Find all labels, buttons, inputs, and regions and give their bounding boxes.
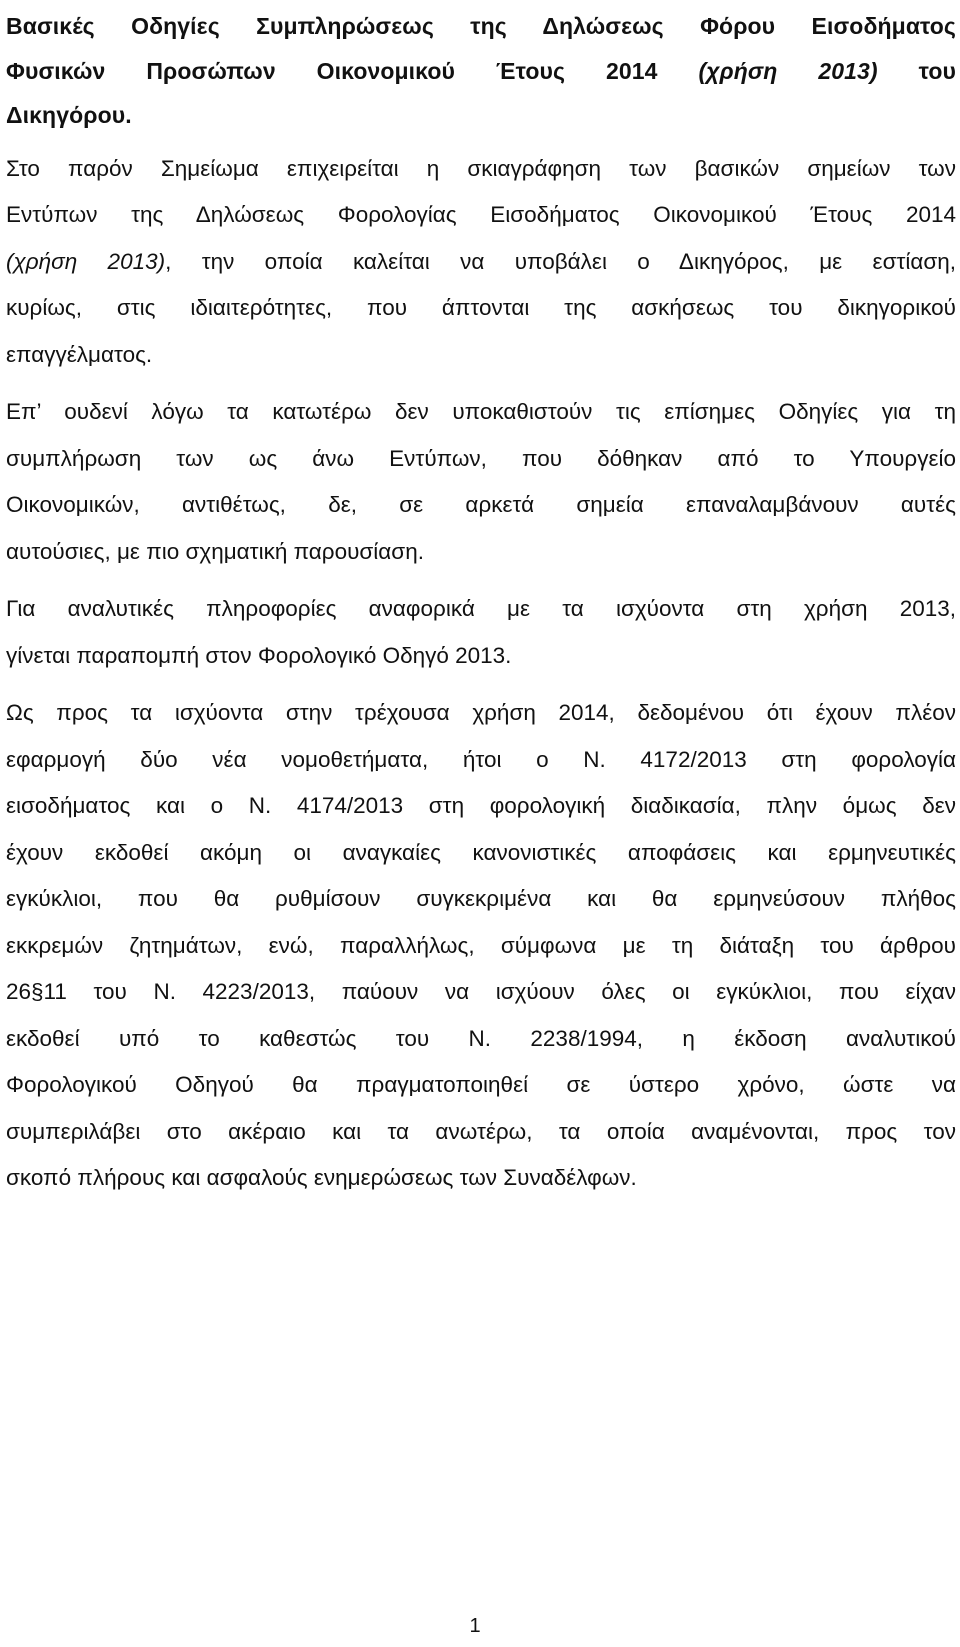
title-line-1: Βασικές Οδηγίες Συμπληρώσεως της Δηλώσεως Φόρου Εισοδήματος [6,13,956,39]
text-line [6,239,956,286]
paragraph-reference [6,586,956,679]
text-line: Φορολογικού Οδηγού θα πραγματοποιηθεί σε ύστερο χρόνο, ώστε να [6,1072,956,1097]
text-line: επαγγέλματος. [6,341,153,367]
text-line: Ως προς τα ισχύοντα στην τρέχουσα χρήση 2014, δεδομένου ότι έχουν πλέον [6,700,956,725]
title-line-2-tail: του [918,57,956,84]
paragraph-disclaimer [6,389,956,575]
text-line: Εντύπων της Δηλώσεως Φορολογίας Εισοδήματος Οικονομικού Έτους 2014 [6,202,956,227]
text-line: κυρίως, στις ιδιαιτερότητες, που άπτονται της ασκήσεως του δικηγορικού [6,295,956,320]
text-line: αυτούσιες, με πιο σχηματική παρουσίαση. [6,538,424,564]
paragraph-intro [6,146,956,379]
text-line: εισοδήματος και ο Ν. 4174/2013 στη φορολογική διαδικασία, πλην όμως δεν [6,793,956,818]
title-line-2-italic: (χρήση 2013) [698,57,878,84]
text-line: Επ’ ουδενί λόγω τα κατωτέρω δεν υποκαθιστούν τις επίσημες Οδηγίες για τη [6,399,956,424]
text-line: συμπεριλάβει στο ακέραιο και τα ανωτέρω, τα οποία αναμένονται, προς τον [6,1118,956,1144]
text-line: σκοπό πλήρους και ασφαλούς ενημερώσεως των Συναδέλφων. [6,1165,637,1190]
title-line-2 [6,49,956,94]
text-line: εκκρεμών ζητημάτων, ενώ, παραλλήλως, σύμφωνα με τη διάταξη του άρθρου [6,932,956,958]
title-line-2-text: Φυσικών Προσώπων Οικονομικού Έτους 2014 [6,57,658,84]
title-line-3: Δικηγόρου. [6,102,132,128]
text-line: συμπλήρωση των ως άνω Εντύπων, που δόθηκαν από το Υπουργείο [6,445,956,471]
text-line: γίνεται παραπομπή στον Φορολογικό Οδηγό 2013. [6,642,512,668]
text-line-italic: (χρήση 2013) [6,248,166,274]
text-line: εκδοθεί υπό το καθεστώς του Ν. 2238/1994, η έκδοση αναλυτικού [6,1025,956,1051]
text-line: Οικονομικών, αντιθέτως, δε, σε αρκετά σημεία επαναλαμβάνουν αυτές [6,492,956,517]
text-line: Για αναλυτικές πληροφορίες αναφορικά με τα ισχύοντα στη χρήση 2013, [6,596,956,621]
page-number: 1 [469,1615,481,1637]
text-line: έχουν εκδοθεί ακόμη οι αναγκαίες κανονιστικές αποφάσεις και ερμηνευτικές [6,839,956,865]
text-line: εγκύκλιοι, που θα ρυθμίσουν συγκεκριμένα και θα ερμηνεύσουν πλήθος [6,886,956,911]
text-line: 26§11 του Ν. 4223/2013, παύουν να ισχύουν όλες οι εγκύκλιοι, που είχαν [6,979,956,1004]
document-title [6,0,956,138]
text-line: εφαρμογή δύο νέα νομοθετήματα, ήτοι ο Ν. 4172/2013 στη φορολογία [6,746,956,772]
text-line: Στο παρόν Σημείωμα επιχειρείται η σκιαγράφηση των βασικών σημείων των [6,155,956,181]
text-line-rest: , την οποία καλείται να υποβάλει ο Δικηγόρος, με εστίαση, [165,248,957,274]
paragraph-current-use [6,690,956,1202]
document-page [6,0,956,1647]
